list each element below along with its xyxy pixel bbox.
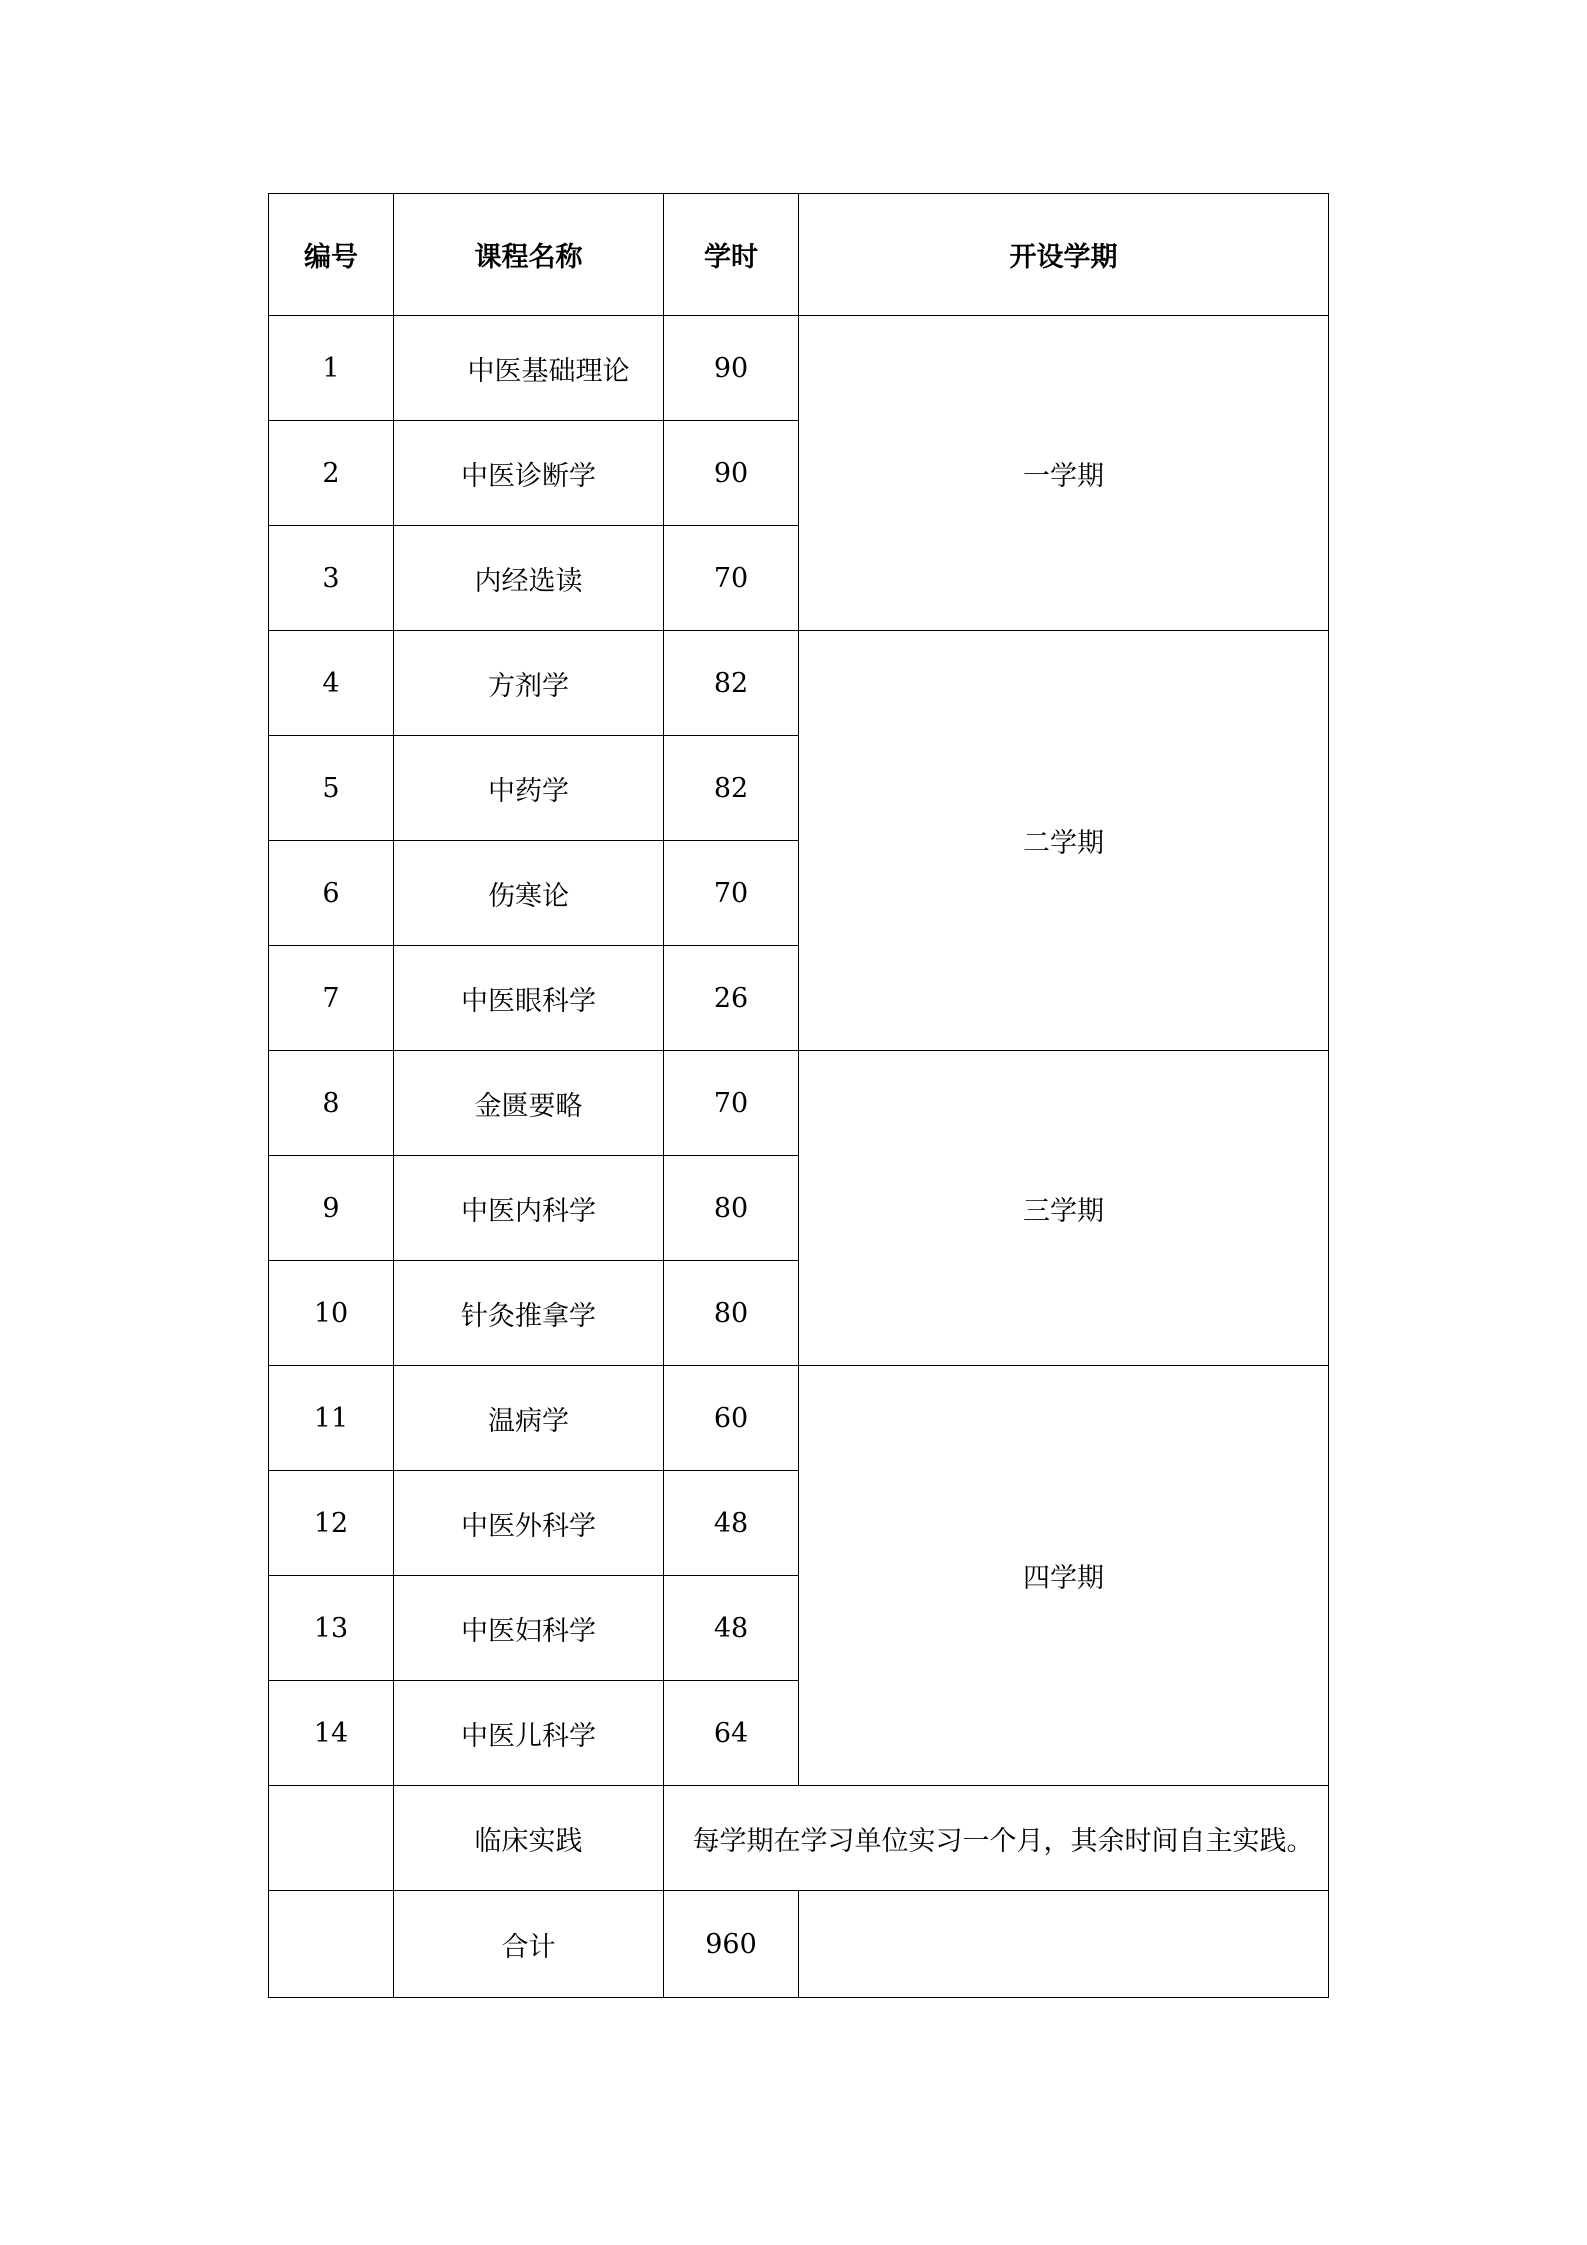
cell-course-name: 内经选读: [394, 526, 664, 631]
cell-no: 4: [269, 631, 394, 736]
cell-hours: 64: [664, 1681, 799, 1786]
table-row: [269, 1051, 1329, 1156]
cell-hours: 82: [664, 736, 799, 841]
table-row: [269, 631, 1329, 736]
cell-hours: 48: [664, 1576, 799, 1681]
cell-no: 11: [269, 1366, 394, 1471]
cell-no: 9: [269, 1156, 394, 1261]
cell-no: 8: [269, 1051, 394, 1156]
practice-row: [269, 1786, 1329, 1891]
cell-term-2: 二学期: [799, 631, 1329, 1051]
cell-hours: 60: [664, 1366, 799, 1471]
cell-course-name: 中医妇科学: [394, 1576, 664, 1681]
header-course-name: 课程名称: [394, 194, 664, 316]
cell-term-3: 三学期: [799, 1051, 1329, 1366]
cell-course-name: 中医诊断学: [394, 421, 664, 526]
header-term: 开设学期: [799, 194, 1329, 316]
cell-no: 3: [269, 526, 394, 631]
cell-hours: 82: [664, 631, 799, 736]
table-row: [269, 316, 1329, 421]
cell-no: 7: [269, 946, 394, 1051]
cell-hours: 48: [664, 1471, 799, 1576]
practice-name-cell: 临床实践: [394, 1786, 664, 1891]
total-row: [269, 1891, 1329, 1998]
cell-no: 2: [269, 421, 394, 526]
practice-no-cell: [269, 1786, 394, 1891]
cell-no: 14: [269, 1681, 394, 1786]
cell-term-1: 一学期: [799, 316, 1329, 631]
cell-course-name: 温病学: [394, 1366, 664, 1471]
cell-hours: 70: [664, 1051, 799, 1156]
total-term-cell: [799, 1891, 1329, 1998]
cell-course-name: 中医眼科学: [394, 946, 664, 1051]
total-label-cell: 合计: [394, 1891, 664, 1998]
total-hours-cell: 960: [664, 1891, 799, 1998]
cell-course-name: 中医内科学: [394, 1156, 664, 1261]
cell-course-name: 中医儿科学: [394, 1681, 664, 1786]
cell-course-name: 针灸推拿学: [394, 1261, 664, 1366]
cell-no: 1: [269, 316, 394, 421]
cell-hours: 90: [664, 316, 799, 421]
cell-hours: 80: [664, 1261, 799, 1366]
table-header-row: [269, 194, 1329, 316]
cell-no: 5: [269, 736, 394, 841]
cell-course-name: 方剂学: [394, 631, 664, 736]
cell-course-name: 中医基础理论: [394, 316, 664, 421]
cell-course-name: 金匮要略: [394, 1051, 664, 1156]
header-no: 编号: [269, 194, 394, 316]
practice-note-cell: 每学期在学习单位实习一个月，其余时间自主实践。: [664, 1786, 1329, 1891]
cell-course-name: 中药学: [394, 736, 664, 841]
course-table: [268, 193, 1329, 1998]
header-hours: 学时: [664, 194, 799, 316]
total-no-cell: [269, 1891, 394, 1998]
cell-course-name: 中医外科学: [394, 1471, 664, 1576]
cell-hours: 26: [664, 946, 799, 1051]
cell-hours: 70: [664, 526, 799, 631]
table-row: [269, 1366, 1329, 1471]
cell-no: 13: [269, 1576, 394, 1681]
cell-course-name: 伤寒论: [394, 841, 664, 946]
cell-hours: 80: [664, 1156, 799, 1261]
cell-no: 12: [269, 1471, 394, 1576]
cell-no: 10: [269, 1261, 394, 1366]
cell-no: 6: [269, 841, 394, 946]
cell-hours: 90: [664, 421, 799, 526]
cell-term-4: 四学期: [799, 1366, 1329, 1786]
cell-hours: 70: [664, 841, 799, 946]
